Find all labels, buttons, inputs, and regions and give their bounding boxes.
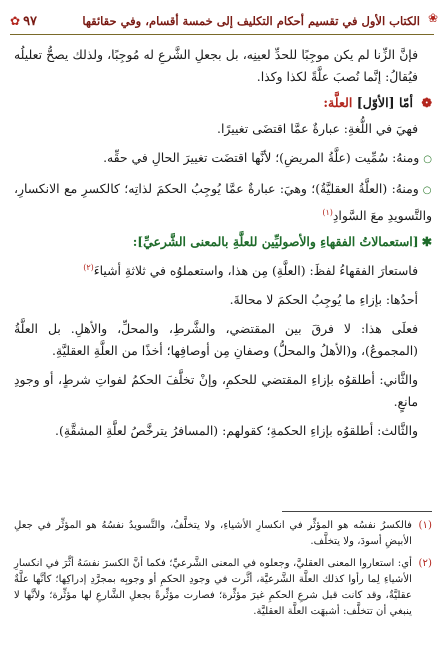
- star-icon: ✱: [421, 234, 432, 250]
- footnote: [14, 518, 432, 550]
- footnote: [14, 556, 432, 620]
- footnote-text: أي: استعاروا المعنى العقليَّ، وجعلوه في المعنى الشَّرعيِّ؛ فكما أنَّ الكسرَ نفسَهُ أثَّرَ في انكسارِ الأشياءِ لِما رأوا كذلك العلَّة الشَّرعيَّة، أثَّرت في وجودِ الحكمِ أو وجوبِه بمجرَّدِ إدراكِها؛ كأنَّها علَّةٌ عقليَّةٌ، وقد كانت قبل شرعِ الحكمِ غيرَ مؤثِّرة؛ فصارت مؤثِّرةً بجعلِ الشَّارعِ لها مؤثِّرة؛ ولأنَّها لا ينبغي أن تتخلَّف: أشبهَت العلَّة العقليَّة.: [14, 558, 412, 617]
- paragraph-intro: فإنَّ الزِّنا لم يكن موجِبًا للحدِّ لعينِه، بل بجعلِ الشَّرعِ له مُوجِبًا، ولذلك يصحُّ تعليلُه فيُقالُ: إنَّما نُصبَ علَّةً لكذا وكذا.: [14, 47, 418, 84]
- corner-ornament-icon: ❀: [427, 11, 438, 25]
- footnotes: [14, 518, 432, 626]
- heading-suffix: العلَّة:: [323, 95, 353, 110]
- paragraph-definition: فهيَ في اللُّغةِ: عبارةٌ عمَّا اقتضَى تغييرًا.: [217, 121, 418, 136]
- paragraph-first-usage: أحدُها: بإزاءِ ما يُوجِبُ الحكمَ لا محالةَ.: [229, 292, 418, 308]
- page-ornament-icon: ✿: [10, 14, 21, 28]
- section-heading-first: [14, 95, 432, 110]
- paragraph-second-usage: والثَّاني: أطلقوُه بإزاءِ المقتضي للحكمِ، وإنْ تخلَّفَ الحكمُ لفواتِ شرطٍ، أو وجودِ مانعٍ.: [14, 372, 418, 410]
- circle-bullet-icon: ○: [423, 154, 432, 165]
- heading-prefix: أمّا [الأوّل]: [356, 95, 414, 110]
- page-number-box: [10, 14, 37, 29]
- footnote-ref: (١): [322, 208, 333, 217]
- paragraph-third-usage: والثَّالث: أطلقوُه بإزاءِ الحكمةِ؛ كقولهم: (المسافرُ يترخَّصُ لعلَّةِ المشقَّةِ).: [55, 423, 418, 439]
- paragraph-three-usages: فاستعارَ الفقهاءُ لفظَ: (العلَّةِ) مِن هذا، واستعملوُه في ثلاثةِ أشياءَ$^{(٢)}$: [83, 263, 418, 279]
- paragraph-rational-cause: ○ومنهُ: (العلَّةُ العقليَّةُ)؛ وهيَ: عبارةٌ عمَّا يُوجِبُ الحكمَ لذاتِه؛ كالكسرِ مع الانكسارِ، والتَّسويدِ معَ السَّوادِ$^{(١)}$: [14, 181, 432, 224]
- footnote-text: فالكسرُ نفسُه هو المؤثِّر في انكسارِ الأشياءِ، ولا يتخلَّفُ، والتَّسويدُ نفسُهُ هو المؤثِّر في جعلِ الأبيضِ أسودَ، ولا يتخلَّف.: [14, 520, 412, 547]
- circle-bullet-icon: ○: [422, 185, 432, 196]
- section-heading-usages: ✱[استعمالاتُ الفقهاءِ والأصوليِّين للعلَّةِ بالمعنى الشَّرعيِّ]:: [132, 234, 432, 250]
- chapter-title: الكتاب الأول في تقسيم أحكام التكليف إلى خمسة أقسام، وفي حقائقها: [82, 14, 420, 28]
- paragraph-consequence: فعلَى هذا: لا فرقَ بين المقتضي، والشَّرطِ، والمحلِّ، والأهلِ. بل العلَّةُ (المجموعُ)، و(الأهلُ والمحلُّ) وصفانِ مِن أوصافِها؛ أخذًا من العلَّةِ العقليَّةِ.: [14, 321, 418, 359]
- footnote-number: (٢): [418, 558, 432, 569]
- paragraph-patient: ○ومنهُ: سُمِّيت (علَّةُ المريضِ)؛ لأنَّها اقتضَت تغييرَ الحالِ في حقِّه.: [103, 150, 432, 165]
- footnote-divider: [282, 511, 432, 512]
- footnote-number: (١): [418, 520, 432, 531]
- flower-icon: ❁: [421, 95, 432, 110]
- main-text: [14, 44, 432, 449]
- footnote-ref: (٢): [83, 263, 94, 273]
- running-header: [10, 8, 438, 35]
- page-number: ٩٧: [23, 13, 38, 29]
